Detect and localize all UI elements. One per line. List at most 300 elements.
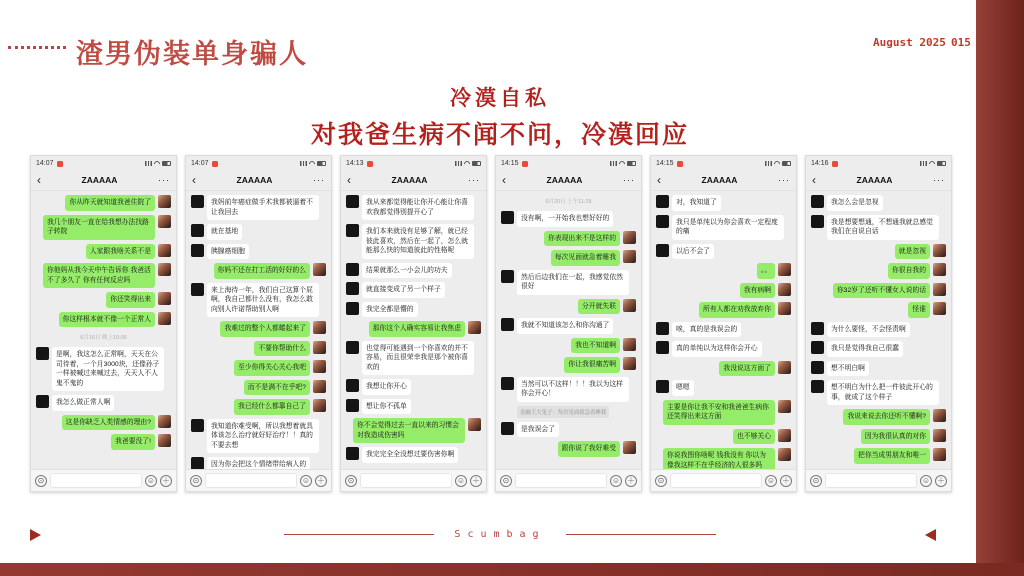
chat-bubble: 想不明白为什么把一件彼此开心的事，就成了这个样子 xyxy=(827,380,939,405)
received-message-row xyxy=(656,380,791,396)
status-time: 14:07 xyxy=(36,160,54,167)
received-message-row xyxy=(191,224,326,240)
signal-icon xyxy=(300,161,307,166)
contact-avatar xyxy=(656,341,669,354)
contact-avatar xyxy=(656,244,669,257)
more-icon[interactable]: ··· xyxy=(313,175,325,185)
chat-bubble: 主要是你让我不安和我爸爸生病你还笑得出来这方面 xyxy=(663,400,775,425)
chat-navbar xyxy=(341,170,486,191)
signal-icon xyxy=(610,161,617,166)
time-divider: 6月16日 晚上10:06 xyxy=(80,335,127,342)
recording-badge-icon xyxy=(677,161,683,167)
chat-bubble: 当然可以不这样！！！我以为这样你会开心！ xyxy=(517,377,629,402)
contact-avatar xyxy=(346,447,359,460)
chat-navbar xyxy=(496,170,641,191)
message-input[interactable] xyxy=(515,473,607,488)
received-message-row xyxy=(811,215,946,240)
chat-bubble: 我知道你难受啊，所以我想着就具体该怎么治疗就好好治疗！！真的不要去想 xyxy=(207,419,319,454)
received-message-row xyxy=(501,377,636,402)
sent-message-row xyxy=(656,448,791,469)
contact-name: ZAAAAA xyxy=(81,175,118,185)
contact-avatar xyxy=(346,341,359,354)
sender-avatar xyxy=(778,283,791,296)
chat-panel xyxy=(340,155,487,492)
contact-avatar xyxy=(501,318,514,331)
status-bar xyxy=(341,156,486,170)
received-message-row xyxy=(656,322,791,338)
chat-bubble: 我已经什么都靠自己了 xyxy=(234,399,310,415)
chat-panel xyxy=(185,155,332,492)
chat-bubble: 来上海待一年，我们自己这算个屁啊，我自己都什么没有，我怎么敢向别人许诺帮助别人啊 xyxy=(207,283,319,318)
more-icon[interactable]: ··· xyxy=(468,175,480,185)
recording-badge-icon xyxy=(832,161,838,167)
voice-icon[interactable]: ⊙ xyxy=(655,475,667,487)
contact-avatar xyxy=(346,399,359,412)
subtitle-line1: 冷漠自私 xyxy=(450,86,550,110)
sent-message-row xyxy=(346,321,481,337)
plus-icon[interactable]: ＋ xyxy=(782,475,790,485)
battery-icon xyxy=(782,161,791,166)
chat-bubble: 我怎么会是忽视 xyxy=(827,195,883,211)
chat-bubble: 嗯嗯 xyxy=(672,380,694,396)
footer-label: Scumbag xyxy=(454,529,546,540)
chat-bubble: 那你这个人确实容易让我焦虑 xyxy=(369,321,465,337)
chat-input-bar xyxy=(651,469,796,491)
received-message-row xyxy=(811,195,946,211)
chat-bubble: 你这样根本就不像一个正常人 xyxy=(59,312,155,328)
battery-icon xyxy=(627,161,636,166)
contact-avatar xyxy=(346,195,359,208)
voice-icon[interactable]: ⊙ xyxy=(345,475,357,487)
sent-message-row xyxy=(36,292,171,308)
sender-avatar xyxy=(158,415,171,428)
chat-bubble: 你32岁了还听不懂女人说的话 xyxy=(833,283,930,299)
sent-message-row xyxy=(346,418,481,443)
chat-bubble: 结果就那么一小会儿的功夫 xyxy=(362,263,452,279)
sender-avatar xyxy=(313,321,326,334)
chat-bubble: 我完完全全没想过要伤害你啊 xyxy=(362,447,458,463)
voice-icon[interactable]: ⊙ xyxy=(500,475,512,487)
chat-bubble: 你表现出来不是这样的 xyxy=(544,231,620,247)
sender-avatar xyxy=(933,429,946,442)
sender-avatar xyxy=(158,244,171,257)
chat-bubble: 就在基地 xyxy=(207,224,242,240)
sent-message-row xyxy=(656,400,791,425)
back-icon[interactable]: ‹ xyxy=(502,173,506,187)
chat-bubble: 是啊，我这怎么正常啊，天天在公司待着，一个月3000块，还像孙子一样被喊过来喊过去，天天人不人鬼不鬼的 xyxy=(52,347,164,391)
chat-input-bar xyxy=(341,469,486,491)
contact-avatar xyxy=(36,395,49,408)
plus-icon[interactable]: ＋ xyxy=(162,475,170,485)
contact-name: ZAAAAA xyxy=(546,175,583,185)
contact-avatar xyxy=(191,244,204,257)
contact-avatar xyxy=(656,380,669,393)
emoji-icon[interactable]: ☺ xyxy=(921,475,931,485)
more-icon[interactable]: ··· xyxy=(623,175,635,185)
chat-navbar xyxy=(31,170,176,191)
chat-bubble: 为什么要怪，不会怪责啊 xyxy=(827,322,910,338)
status-time: 14:15 xyxy=(656,160,674,167)
sender-avatar xyxy=(623,338,636,351)
chat-bubble: 想让你不孤单 xyxy=(362,399,411,415)
chat-bubble: 你说我图你啥呢 钱我没有 你以为像我这样不在乎经济的人很多吗 xyxy=(663,448,775,469)
contact-avatar xyxy=(811,195,824,208)
sent-message-row xyxy=(811,448,946,464)
contact-avatar xyxy=(36,347,49,360)
battery-icon xyxy=(317,161,326,166)
received-message-row xyxy=(346,224,481,259)
chat-input-bar xyxy=(496,469,641,491)
chat-bubble: 是我误会了 xyxy=(517,422,559,438)
plus-icon[interactable]: ＋ xyxy=(937,475,945,485)
sender-avatar xyxy=(468,418,481,431)
contact-name: ZAAAAA xyxy=(236,175,273,185)
received-message-row xyxy=(36,347,171,391)
sent-message-row xyxy=(656,263,791,279)
sender-avatar xyxy=(933,244,946,257)
chat-bubble: 因为你会把这个情绪带给病人的 xyxy=(207,457,310,469)
received-message-row xyxy=(191,244,326,260)
subtitle-line2: 对我爸生病不闻不问，冷漠回应 xyxy=(310,122,689,149)
sent-message-row xyxy=(36,312,171,328)
wifi-icon xyxy=(463,159,471,167)
sent-message-row xyxy=(656,361,791,377)
message-list xyxy=(31,191,176,469)
back-icon[interactable]: ‹ xyxy=(812,173,816,187)
sender-avatar xyxy=(778,302,791,315)
received-message-row xyxy=(656,341,791,357)
chat-bubble: 我是想要想通，不想通我就总感觉我们在自说自话 xyxy=(827,215,939,240)
sent-message-row xyxy=(811,409,946,425)
sent-message-row xyxy=(36,215,171,240)
chat-bubble: 我只是单纯以为你会喜欢一定程度的痛 xyxy=(672,215,784,240)
sent-message-row xyxy=(501,441,636,457)
status-bar xyxy=(31,156,176,170)
status-bar xyxy=(186,156,331,170)
chat-input-bar xyxy=(806,469,951,491)
chat-bubble: 这是你缺乏人类情感的理由? xyxy=(62,415,155,431)
received-message-row xyxy=(346,341,481,376)
contact-avatar xyxy=(346,282,359,295)
sent-message-row xyxy=(656,302,791,318)
chat-bubble: 我也不知道啊 xyxy=(571,338,620,354)
wifi-icon xyxy=(153,159,161,167)
received-message-row xyxy=(656,244,791,260)
contact-avatar xyxy=(346,302,359,315)
chat-bubble: 你他妈从我今天中午告诉你 我爸活不了多久了 你有任何反应吗 xyxy=(43,263,155,288)
chat-bubble: 我完全都是懵的 xyxy=(362,302,418,318)
chat-bubble: 每次见面就急着睡我 xyxy=(551,250,620,266)
received-message-row xyxy=(811,361,946,377)
message-list xyxy=(496,191,641,469)
sender-avatar xyxy=(933,283,946,296)
plus-icon[interactable]: ＋ xyxy=(627,475,635,485)
chat-panels-row xyxy=(30,155,952,492)
received-message-row xyxy=(656,195,791,211)
contact-avatar xyxy=(191,224,204,237)
sent-message-row xyxy=(501,299,636,315)
chat-bubble: 而不是满不在乎吧? xyxy=(244,380,310,396)
contact-avatar xyxy=(346,379,359,392)
contact-avatar xyxy=(501,211,514,224)
status-bar xyxy=(496,156,641,170)
sender-avatar xyxy=(313,380,326,393)
received-message-row xyxy=(346,447,481,463)
chat-bubble: 就直接变成了另一个样子 xyxy=(362,282,445,298)
sender-avatar xyxy=(158,292,171,305)
message-list xyxy=(341,191,486,469)
sent-message-row xyxy=(501,357,636,373)
time-divider: 6月20日 上午11:28 xyxy=(545,199,592,205)
chat-navbar xyxy=(651,170,796,191)
received-message-row xyxy=(501,318,636,334)
sender-avatar xyxy=(313,341,326,354)
status-icons xyxy=(765,161,791,167)
status-bar xyxy=(651,156,796,170)
received-message-row xyxy=(501,270,636,295)
chat-bubble: 你从昨天就知道我爸住院了 xyxy=(65,195,155,211)
sent-message-row xyxy=(191,380,326,396)
chat-bubble: 我怎么做正常人啊 xyxy=(52,395,114,411)
chat-bubble: 以后不会了 xyxy=(672,244,714,260)
chat-input-bar xyxy=(31,469,176,491)
chat-bubble: 胰腺癌细胞 xyxy=(207,244,249,260)
chat-bubble: 没有啊，一开始我也想好好的 xyxy=(517,211,613,227)
chat-bubble: 我爸要没了! xyxy=(111,434,155,450)
quoted-message: 金融王大兔子：每次见面就急着睡我 xyxy=(517,406,609,418)
chat-navbar xyxy=(186,170,331,191)
chat-bubble: 我几个朋友一直在给我想办法找路子转院 xyxy=(43,215,155,240)
contact-avatar xyxy=(811,215,824,228)
chat-bubble: 真的单纯以为这样你会开心 xyxy=(672,341,762,357)
emoji-icon[interactable]: ☺ xyxy=(301,475,311,485)
chat-bubble: 也不够关心 xyxy=(733,429,775,445)
contact-name: ZAAAAA xyxy=(856,175,893,185)
signal-icon xyxy=(920,161,927,166)
contact-avatar xyxy=(811,341,824,354)
sender-avatar xyxy=(158,195,171,208)
contact-avatar xyxy=(656,322,669,335)
sent-message-row xyxy=(656,429,791,445)
sent-message-row xyxy=(36,263,171,288)
received-message-row xyxy=(191,283,326,318)
chat-bubble: 我只是觉得我自己很蠢 xyxy=(827,341,903,357)
footer-line-left xyxy=(284,534,434,535)
plus-icon[interactable]: ＋ xyxy=(317,475,325,485)
sent-message-row xyxy=(36,434,171,450)
received-message-row xyxy=(346,282,481,298)
contact-avatar xyxy=(191,283,204,296)
received-message-row xyxy=(656,215,791,240)
chat-bubble: 你还笑得出来 xyxy=(106,292,155,308)
contact-avatar xyxy=(346,263,359,276)
wifi-icon xyxy=(928,159,936,167)
status-icons xyxy=(145,161,171,167)
back-icon[interactable]: ‹ xyxy=(37,173,41,187)
sender-avatar xyxy=(933,409,946,422)
chat-panel xyxy=(805,155,952,492)
sender-avatar xyxy=(158,215,171,228)
chat-bubble: 你不会觉得过去一直以来的习惯会对我造成伤害吗 xyxy=(353,418,465,443)
sender-avatar xyxy=(313,399,326,412)
page-number: 015 xyxy=(951,36,971,49)
status-time: 14:16 xyxy=(811,160,829,167)
message-input[interactable] xyxy=(50,473,142,488)
message-input[interactable] xyxy=(360,473,452,488)
received-message-row xyxy=(811,341,946,357)
chat-bubble: 你很自我的 xyxy=(888,263,930,279)
sent-message-row xyxy=(811,263,946,279)
more-icon[interactable]: ··· xyxy=(158,175,170,185)
signal-icon xyxy=(455,161,462,166)
received-message-row xyxy=(346,195,481,220)
received-message-row xyxy=(501,422,636,438)
chat-bubble: 我有病啊 xyxy=(740,283,775,299)
wifi-icon xyxy=(308,159,316,167)
message-list xyxy=(651,191,796,469)
sent-message-row xyxy=(656,283,791,299)
quoted-message-row xyxy=(501,406,636,418)
battery-icon xyxy=(162,161,171,166)
contact-avatar xyxy=(191,457,204,469)
message-input[interactable] xyxy=(205,473,297,488)
contact-avatar xyxy=(656,195,669,208)
chat-bubble: 我就不知道该怎么和你沟通了 xyxy=(517,318,613,334)
wifi-icon xyxy=(618,159,626,167)
status-time: 14:07 xyxy=(191,160,209,167)
subtitle-block xyxy=(0,82,1000,151)
bottom-frame-bar xyxy=(0,563,1024,576)
back-icon[interactable]: ‹ xyxy=(657,173,661,187)
contact-avatar xyxy=(191,419,204,432)
received-message-row xyxy=(501,211,636,227)
chat-bubble: 也觉得可能遇到一个你喜欢的并不容易，而且很荣幸我是那个被你喜欢的 xyxy=(362,341,474,376)
recording-badge-icon xyxy=(57,161,63,167)
chat-bubble: 把你当成男朋友和唯一 xyxy=(854,448,930,464)
chat-bubble: 。。 xyxy=(757,263,775,279)
sender-avatar xyxy=(158,263,171,276)
contact-avatar xyxy=(501,422,514,435)
message-list xyxy=(806,191,951,469)
message-input[interactable] xyxy=(825,473,917,488)
emoji-icon[interactable]: ☺ xyxy=(456,475,466,485)
chat-input-bar xyxy=(186,469,331,491)
chat-bubble: 所有人都在劝我放弃你 xyxy=(699,302,775,318)
contact-avatar xyxy=(191,195,204,208)
sender-avatar xyxy=(158,434,171,447)
chat-bubble: 我们本来就没有足够了解，就已经彼此喜欢，然后在一起了，怎么就能那么快的知道彼此的性格呢 xyxy=(362,224,474,259)
chat-bubble: 我想让你开心 xyxy=(362,379,411,395)
message-list xyxy=(186,191,331,469)
chat-bubble: 我从来都觉得能让你开心能让你喜欢我都觉得别提开心了 xyxy=(362,195,474,220)
back-icon[interactable]: ‹ xyxy=(192,173,196,187)
sent-message-row xyxy=(811,244,946,260)
sender-avatar xyxy=(623,441,636,454)
chat-bubble: 然后后边我们在一起，我感觉依然很好 xyxy=(517,270,629,295)
sender-avatar xyxy=(623,231,636,244)
received-message-row xyxy=(811,380,946,405)
sender-avatar xyxy=(778,429,791,442)
contact-avatar xyxy=(811,322,824,335)
sender-avatar xyxy=(778,263,791,276)
chat-bubble: 至少你得关心关心我吧 xyxy=(234,360,310,376)
received-message-row xyxy=(346,379,481,395)
sent-message-row xyxy=(36,244,171,260)
chat-bubble: 我没说这方面了 xyxy=(719,361,775,377)
more-icon[interactable]: ··· xyxy=(933,175,945,185)
more-icon[interactable]: ··· xyxy=(778,175,790,185)
sent-message-row xyxy=(811,302,946,318)
chat-bubble: 想不明白啊 xyxy=(827,361,869,377)
recording-badge-icon xyxy=(212,161,218,167)
chat-bubble: 唉，真的是我误会的 xyxy=(672,322,741,338)
sender-avatar xyxy=(778,400,791,413)
sender-avatar xyxy=(623,357,636,370)
received-message-row xyxy=(191,457,326,469)
sender-avatar xyxy=(313,360,326,373)
sender-avatar xyxy=(933,302,946,315)
status-icons xyxy=(300,161,326,167)
sender-avatar xyxy=(933,448,946,461)
contact-avatar xyxy=(501,270,514,283)
message-input[interactable] xyxy=(670,473,762,488)
status-icons xyxy=(920,161,946,167)
wifi-icon xyxy=(773,159,781,167)
status-icons xyxy=(455,161,481,167)
chat-bubble: 因为我很认真的对你 xyxy=(861,429,930,445)
footer xyxy=(0,529,1000,540)
chat-bubble: 不要你帮助什么 xyxy=(254,341,310,357)
dotted-line-decoration xyxy=(8,46,66,49)
voice-icon[interactable]: ⊙ xyxy=(190,475,202,487)
received-message-row xyxy=(36,395,171,411)
recording-badge-icon xyxy=(522,161,528,167)
received-message-row xyxy=(191,195,326,220)
received-message-row xyxy=(191,419,326,454)
date-label: August 2025 xyxy=(873,36,946,49)
received-message-row xyxy=(811,322,946,338)
sent-message-row xyxy=(191,360,326,376)
back-icon[interactable]: ‹ xyxy=(347,173,351,187)
contact-avatar xyxy=(656,215,669,228)
emoji-icon[interactable]: ☺ xyxy=(611,475,621,485)
sender-avatar xyxy=(778,361,791,374)
contact-avatar xyxy=(346,224,359,237)
chat-bubble: 人家跟我啥关系不是 xyxy=(86,244,155,260)
battery-icon xyxy=(472,161,481,166)
sender-avatar xyxy=(933,263,946,276)
sent-message-row xyxy=(36,415,171,431)
contact-avatar xyxy=(501,377,514,390)
status-icons xyxy=(610,161,636,167)
chat-bubble: 我难过的整个人都蜷起来了 xyxy=(220,321,310,337)
plus-icon[interactable]: ＋ xyxy=(472,475,480,485)
contact-avatar xyxy=(811,380,824,393)
received-message-row xyxy=(346,399,481,415)
voice-icon[interactable]: ⊙ xyxy=(35,475,47,487)
contact-name: ZAAAAA xyxy=(391,175,428,185)
chat-bubble: 怪谁 xyxy=(908,302,930,318)
sent-message-row xyxy=(501,231,636,247)
footer-line-right xyxy=(566,534,716,535)
emoji-icon[interactable]: ☺ xyxy=(766,475,776,485)
voice-icon[interactable]: ⊙ xyxy=(810,475,822,487)
received-message-row xyxy=(346,302,481,318)
chat-panel xyxy=(495,155,642,492)
recording-badge-icon xyxy=(367,161,373,167)
emoji-icon[interactable]: ☺ xyxy=(146,475,156,485)
chat-bubble: 你妈不还在打工活的好好的么 xyxy=(214,263,310,279)
